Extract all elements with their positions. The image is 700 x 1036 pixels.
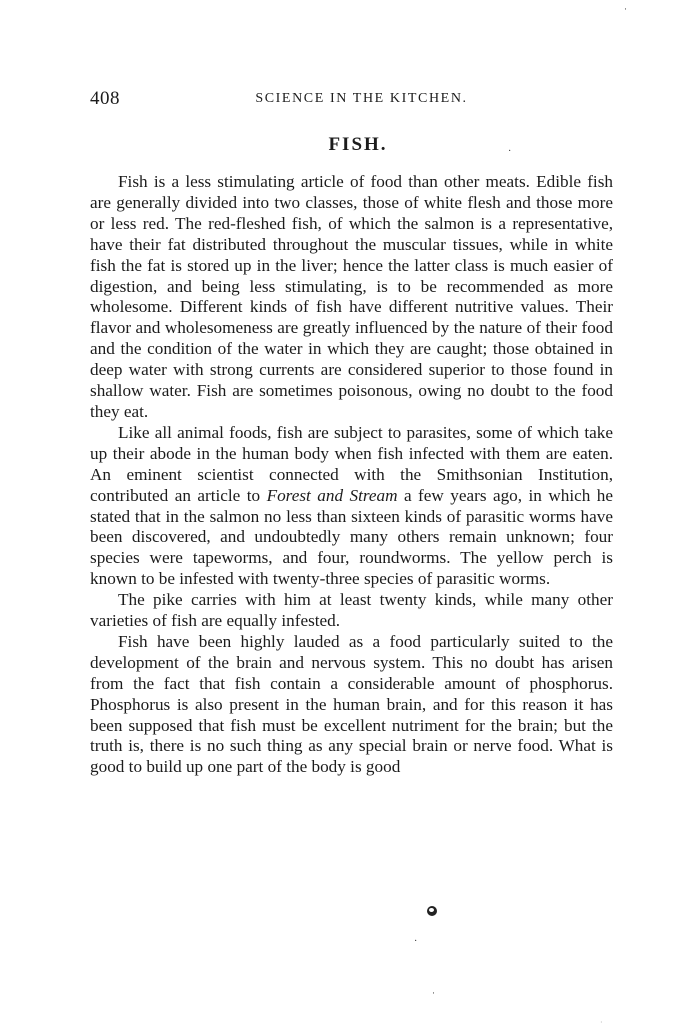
page-number: 408 (90, 88, 120, 109)
paragraph-3: The pike carries with him at least twenty kinds, while many other varieties of fish are equally infested. (90, 590, 613, 631)
paragraph-4: Fish have been highly lauded as a food particularly suited to the development of the brain and nervous system. This no doubt has arisen from the fact that fish contain a considerable amount of phosphorus. Phosphorus is also present in the human brain, and for this reason it has been supposed that fish must be excellent nutriment for the brain; but the truth is, there is no such thing as any special brain or nerve food. What is good to build up one part of the body is good (90, 631, 613, 777)
speck-mark-icon: · (508, 146, 512, 157)
speck-mark-icon: · (432, 988, 435, 998)
paragraph-2-text-b: a few years ago, in which he stated that in the salmon no less than sixteen kinds of parasitic worms have been discovered, and undoubtedly many others remain unknown; four species were tapeworms, and four, roundworms. The yellow perch is known to be infested with twenty-three species of parasitic worms. (90, 485, 613, 589)
printer-ornament-icon (427, 906, 437, 916)
running-head (90, 88, 613, 112)
speck-mark-icon: · (414, 936, 418, 947)
section-title: FISH. (328, 134, 388, 155)
body-text (90, 172, 613, 778)
paragraph-1: Fish is a less stimulating article of food than other meats. Edible fish are generally divided into two classes, those of white flesh and those more or less red. The red-fleshed fish, of which the salmon is a representative, have their fat distributed throughout the muscular tissues, while in white fish the fat is stored up in the liver; hence the latter class is much easier of digestion, and being less stimulating, is to be recommended as more wholesome. Different kinds of fish have different nutritive values. Their flavor and wholesomeness are greatly influenced by the nature of their food and the condition of the water in which they are caught; those obtained in deep water with strong currents are considered superior to those found in shallow water. Fish are sometimes poisonous, owing no doubt to the food they eat. (90, 172, 613, 421)
running-title: SCIENCE IN THE KITCHEN. (255, 91, 468, 106)
publication-title: Forest and Stream (266, 485, 398, 505)
speck-mark-icon: · (624, 4, 627, 14)
speck-mark-icon: · (600, 1018, 603, 1027)
paragraph-2-text-a: Like all animal foods, fish are subject to parasites, some of which take up their abode in the human body when fish infected with them are eaten. An eminent scientist connected with the Smithsonian Institution, contributed an article to (90, 422, 613, 505)
paragraph-2 (90, 423, 613, 590)
